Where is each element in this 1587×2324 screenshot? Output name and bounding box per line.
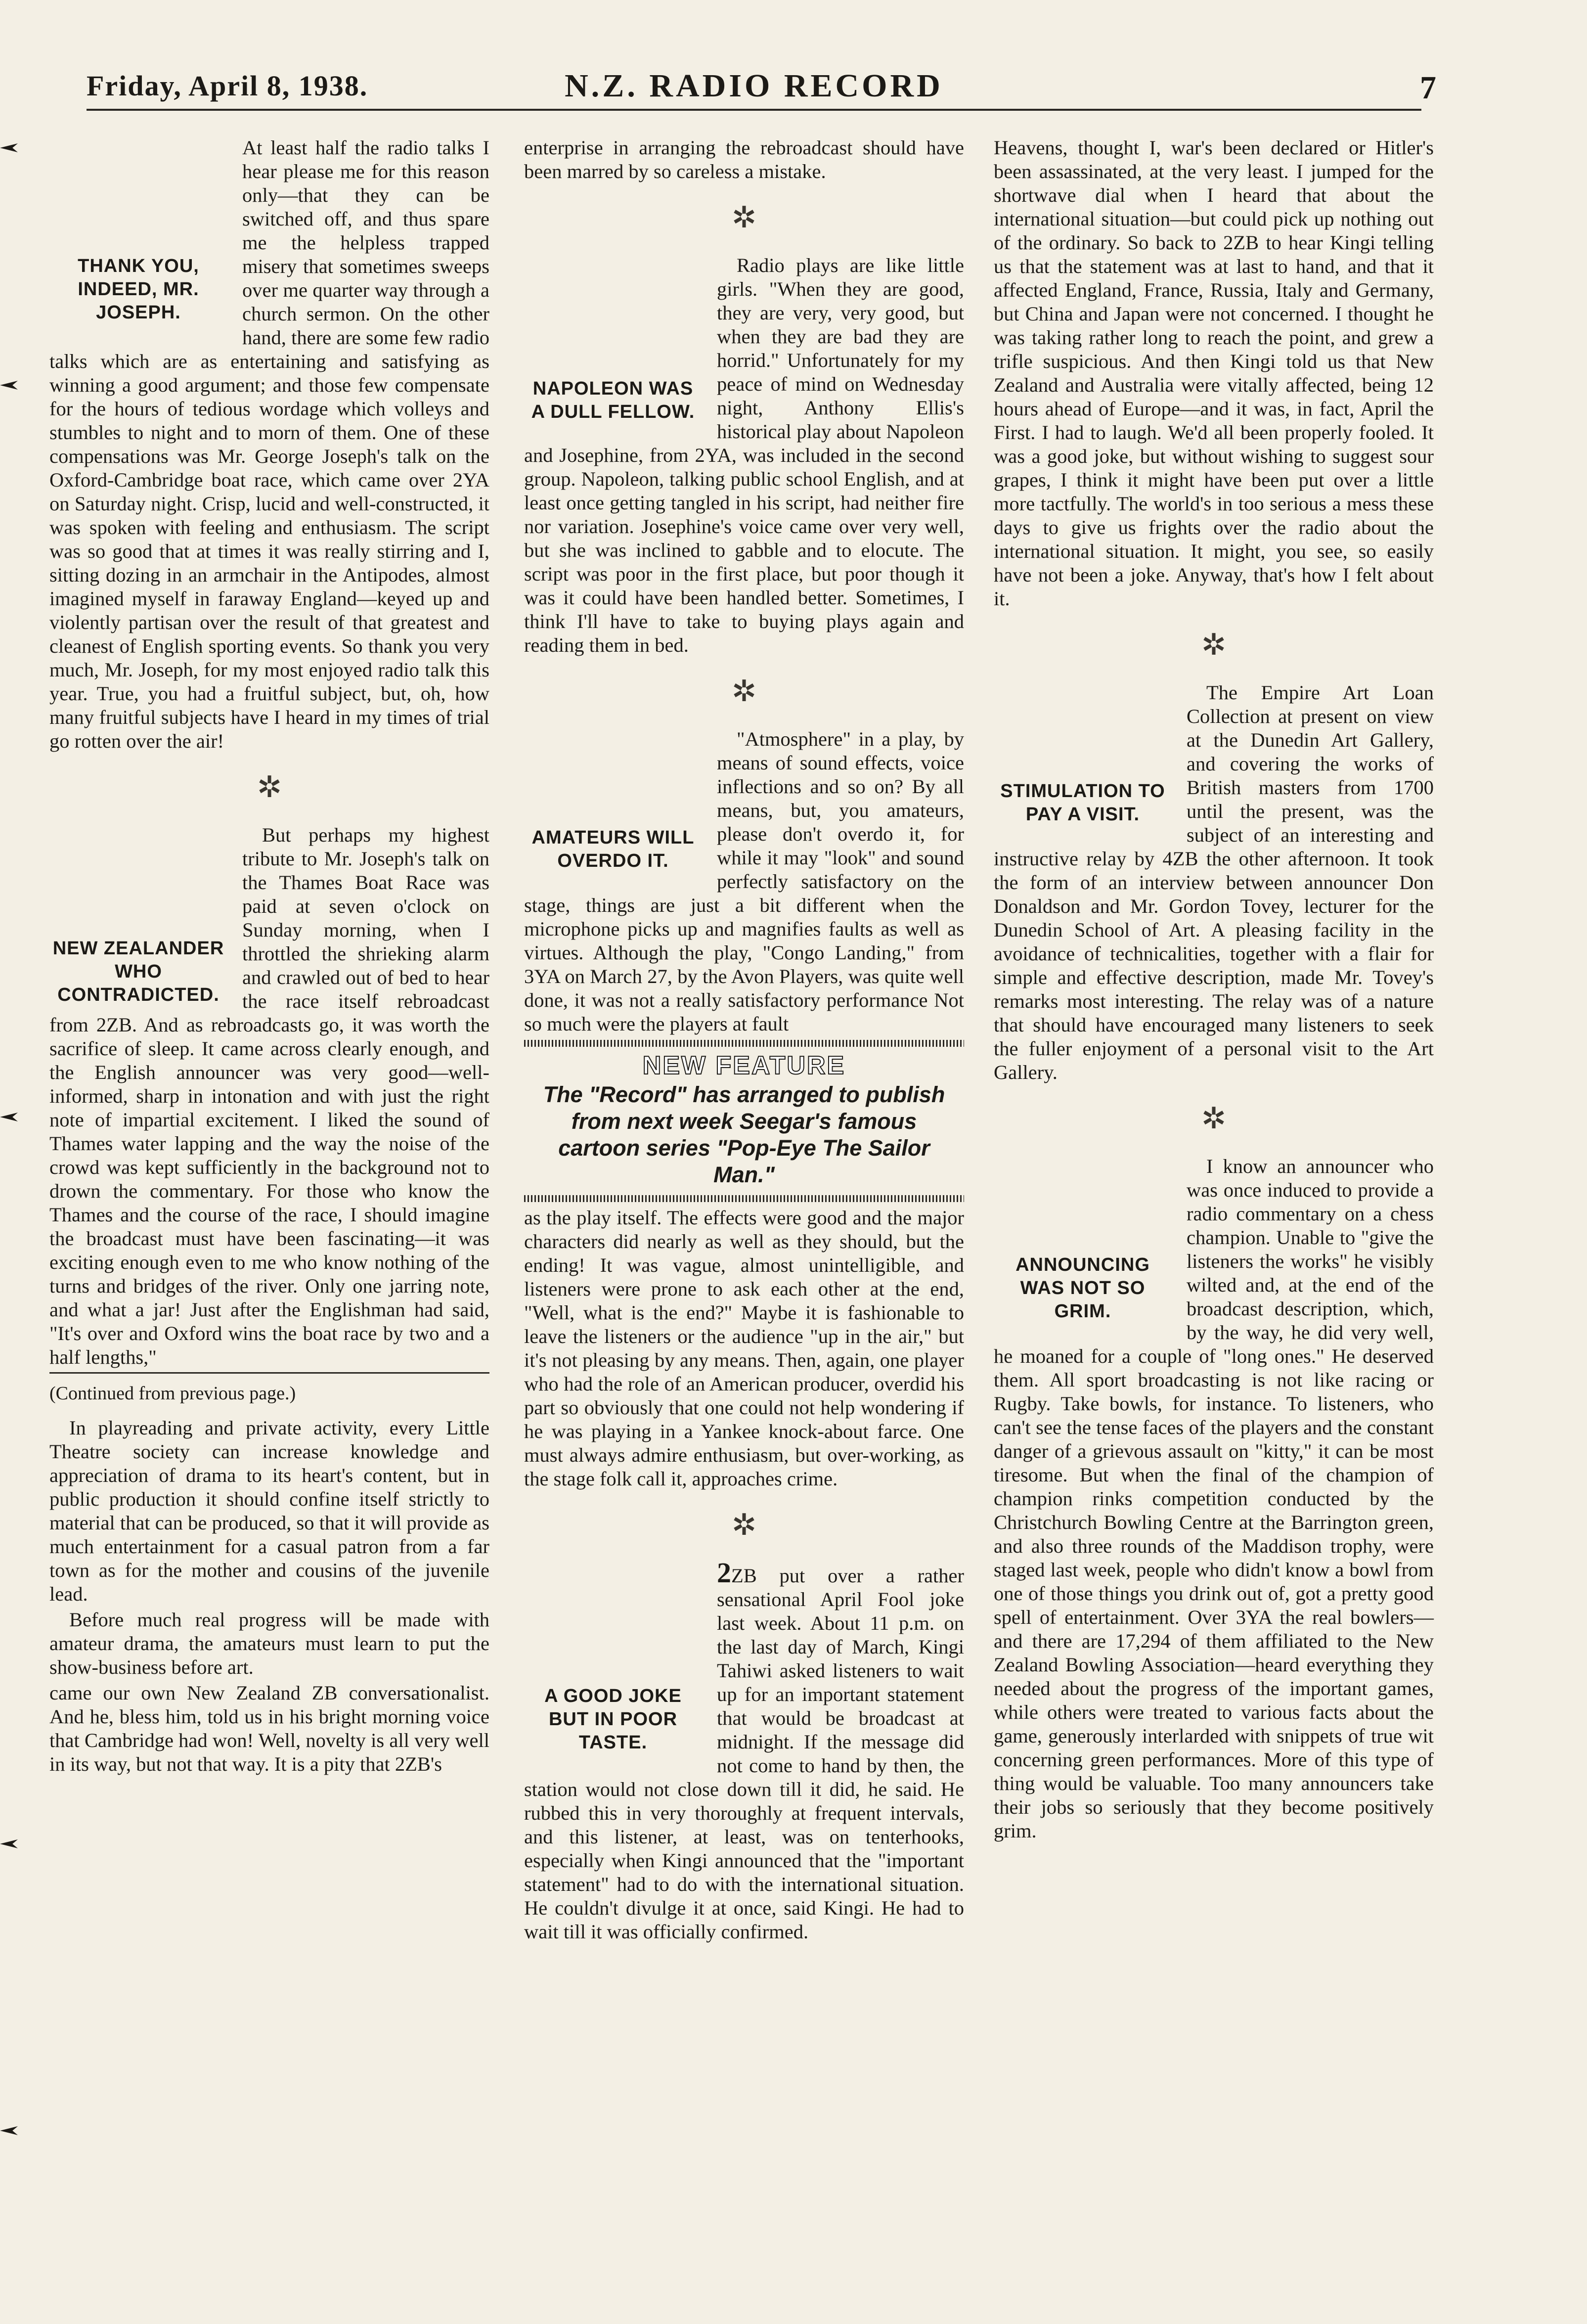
feature-announcement: The "Record" has arranged to publish from next week Seegar's famous cartoon series "Pop-Eye The Sailor Man." <box>543 1082 945 1187</box>
column-1 <box>49 136 489 2312</box>
side-heading: THANK YOU, INDEED, MR. JOSEPH. <box>78 256 199 323</box>
publication-title: N.Z. RADIO RECORD <box>565 68 943 104</box>
paragraph: I know an announcer who was once induced to provide a radio commentary on a chess champion. Unable to "give the listeners the works" he visibly wilted and, at the end of the broadcast description, which, by the way, he did very well, he moaned for a couple of "long ones." He deserved them. All sport broadcasting is not like racing or Rugby. Take bowls, for instance. To listeners, who can't see the tense faces of the players and the constant danger of a grievous assault on "kitty," it can be most tiresome. But when the final of the champion of champion rinks competition conducted by the Christchurch Bowling Centre at the Barrington green, and also three rounds of the Maddison trophy, were staged last week, people who didn't know a bowl from one of those things you drink out of, got a pretty good spell of entertainment. Over 3YA the real bowlers—and there are 17,294 of them affiliated to the New Zealand Bowling Association—heard everything they needed about the progress of the important games, while others were treated to various facts about the game, generously interlarded with snippets of true wit concerning green performances. More of this type of thing would be valuable. Too many announcers take their jobs so seriously that they become positively grim. <box>994 1155 1434 1842</box>
paragraph: At least half the radio talks I hear please me for this reason only—that they can be switched off, and thus spare me the helpless trapped misery that sometimes sweeps over me quarter way through a church sermon. On the other hand, there are some few radio talks which are as entertaining and satisfying as winning a good argument; and those few compensate for the hours of tedious wordage which volleys and stumbles to night and to morn of them. One of these compensations was Mr. George Joseph's talk on the Oxford-Cambridge boat race, which came over 2YA on Saturday night. Crisp, lucid and well-constructed, it was spoken with feeling and enthusiasm. The script was so good that at times it was really stirring and I, sitting dozing in an armchair in the Antipodes, almost imagined myself in faraway England—keyed up and violently partisan over the result of that greatest and cleanest of English sporting events. So thank you very much, Mr. Joseph, for my most enjoyed radio talk this year. True, you had a fruitful subject, but, oh, how many fruitful subjects have I heard in my times of trial go rotten over the air! <box>49 136 489 752</box>
page-number: 7 <box>1420 70 1436 106</box>
paragraph: But perhaps my highest tribute to Mr. Joseph's talk on the Thames Boat Race was paid at seven o'clock on Sunday morning, when I throttled the shrieking alarm and crawled out of bed to hear the race itself rebroadcast from 2ZB. And as rebroadcasts go, it was worth the sacrifice of sleep. It came across clearly enough, and the English announcer was very good—well-informed, sharp in intonation and with just the right note of impartial excitement. I liked the sound of Thames water lapping and the way the noise of the crowd was kept sufficiently in the background not to drown the commentary. For those who know the Thames and the course of the race, I should imagine the broadcast must have been fascinating—it was exciting enough even to me who know nothing of the turns and bridges of the river. Only one jarring note, and what a jar! Just after the Englishman had said, "It's over and Oxford wins the boat race by two and a half lengths," <box>49 824 489 1368</box>
drop-cap: 2 <box>717 1557 731 1589</box>
side-heading: A GOOD JOKE BUT IN POOR TASTE. <box>544 1686 682 1753</box>
star-ornament-icon: ✲ <box>731 1509 757 1541</box>
paragraph: The Empire Art Loan Collection at present on view at the Dunedin Art Gallery, and covering the works of British masters from 1700 until the present, was the subject of an interesting and instructive relay by 4ZB the other afternoon. It took the form of an interview between announcer Don Donaldson and Mr. Gordon Tovey, lecturer for the Dunedin School of Art. A pleasing facility in the avoidance of technicalities, together with a flair for simple and effective description, made Mr. Tovey's remarks most interesting. The relay was of a nature that should have encouraged many listeners to seek the fuller enjoyment of a personal visit to the Art Gallery. <box>994 681 1434 1083</box>
paragraph: enterprise in arranging the rebroadcast should have been marred by so careless a mistake. <box>524 136 964 182</box>
star-ornament-icon: ✲ <box>731 675 757 708</box>
paragraph: "Atmosphere" in a play, by means of sound effects, voice inflections and so on? By all means, but, you amateurs, please don't overdo it, for while it may "look" and sound perfectly satisfactory on the stage, things are just a bit different when the microphone picks up and magnifies faults as well as virtues. Although the play, "Congo Landing," from 3YA on March 27, by the Avon Players, was quite well done, it was not a really satisfactory performance Not so much were the players at fault <box>524 728 964 1035</box>
paragraph-text: ZB put over a rather sensational April Fool joke last week. About 11 p.m. on the last day of March, Kingi Tahiwi asked listeners to wait up for an important statement that would be broadcast at midnight. If the message did not come to hand by then, the station would not close down till it did, he said. He rubbed this in very thoroughly at frequent intervals, and this listener, at least, was on tenterhooks, especially when Kingi announced that the "important statement" had to do with the international situation. He couldn't divulge it at once, said Kingi. He had to wait till it was officially confirmed. <box>524 1564 964 1943</box>
side-heading: NEW ZEALANDER WHO CONTRADICTED. <box>52 938 224 1005</box>
side-heading: NAPOLEON WAS A DULL FELLOW. <box>531 378 695 422</box>
paragraph: Heavens, thought I, war's been declared or Hitler's been assassinated, at the very least. I jumped for the shortwave dial when I heard that about the international situation—but could pick up nothing out of the ordinary. So back to 2ZB to hear Kingi telling us that the statement was at last to hand, and that it affected England, France, Russia, Italy and Germany, but China and Japan were not concerned. I thought he was taking rather long to reach the point, and grew a trifle suspicious. And then Kingi told us that New Zealand and Australia were vitally affected, being 12 hours ahead of Europe—and it was, in fact, April the First. I had to laugh. We'd all been properly fooled. It was a good joke, but without wishing to suggest sour grapes, I think it might have been put over a little more tactfully. The world's in too serious a mess these days to give us frights over the radio about the international situation. It might, you see, so easily have not been a joke. Anyway, that's how I felt about it. <box>994 136 1434 610</box>
star-ornament-icon: ✲ <box>1201 628 1227 661</box>
side-heading: ANNOUNCING WAS NOT SO GRIM. <box>1015 1254 1150 1322</box>
paragraph: Before much real progress will be made with amateur drama, the amateurs must learn to put the show-business before art. <box>49 1609 489 1678</box>
column-2 <box>524 136 964 2312</box>
column-3 <box>994 136 1434 2312</box>
dotted-rule <box>524 1195 964 1202</box>
margin-mark <box>0 1113 18 1121</box>
paragraph: came our own New Zealand ZB conversationalist. And he, bless him, told us in his bright morning voice that Cambridge had won! Well, novelty is all very well in its way, but not that way. It is a pity that 2ZB's <box>49 1682 489 1775</box>
margin-mark <box>0 2126 18 2135</box>
side-heading: AMATEURS WILL OVERDO IT. <box>531 827 695 871</box>
paragraph: In playreading and private activity, every Little Theatre society can increase knowledge and appreciation of drama to its heart's content, but in public production it should confine itself strictly to material that can be produced, so that it will provide as much entertainment for a casual patron from a far town as for the mother and cousins of the juvenile lead. <box>49 1417 489 1605</box>
paragraph: as the play itself. The effects were good and the major characters did nearly as well as they should, but the ending! It was vague, almost unintelligible, and listeners were prone to ask each other at the end, "Well, what is the end?" Maybe it is fashionable to leave the listeners or the audience "up in the air," but it's not pleasing by any means. Then, again, one player who had the role of an American producer, overdid his part so obviously that one could not help wondering if he was playing in a Yankee knock-about farce. One must always admire enthusiasm, but over-working, as the stage folk call it, approaches crime. <box>524 1207 964 1490</box>
star-ornament-icon: ✲ <box>257 771 282 804</box>
masthead <box>87 64 1436 111</box>
feature-heading: NEW FEATURE <box>642 1051 846 1080</box>
continued-note: (Continued from previous page.) <box>49 1372 489 1405</box>
star-ornament-icon: ✲ <box>1201 1102 1227 1135</box>
star-ornament-icon: ✲ <box>731 201 757 234</box>
paragraph: Radio plays are like little girls. "When they are good, they are very, very good, but when they are bad they are horrid." Unfortunately for my peace of mind on Wednesday night, Anthony Ellis's historical play about Napoleon and Josephine, from 2YA, was included in the second group. Napoleon, talking public school English, and at least once getting tangled in his script, had neither fire nor variation. Josephine's voice came over very well, but she was inclined to gabble and to elocute. The script was poor in the first place, but poor though it was it could have been handled better. Sometimes, I think I'll have to take to buying plays again and reading them in bed. <box>524 254 964 656</box>
margin-mark <box>0 143 18 152</box>
issue-date: Friday, April 8, 1938. <box>87 70 368 102</box>
dotted-rule <box>524 1040 964 1047</box>
side-heading: STIMULATION TO PAY A VISIT. <box>1000 781 1165 825</box>
margin-mark <box>0 381 18 390</box>
margin-mark <box>0 1839 18 1848</box>
